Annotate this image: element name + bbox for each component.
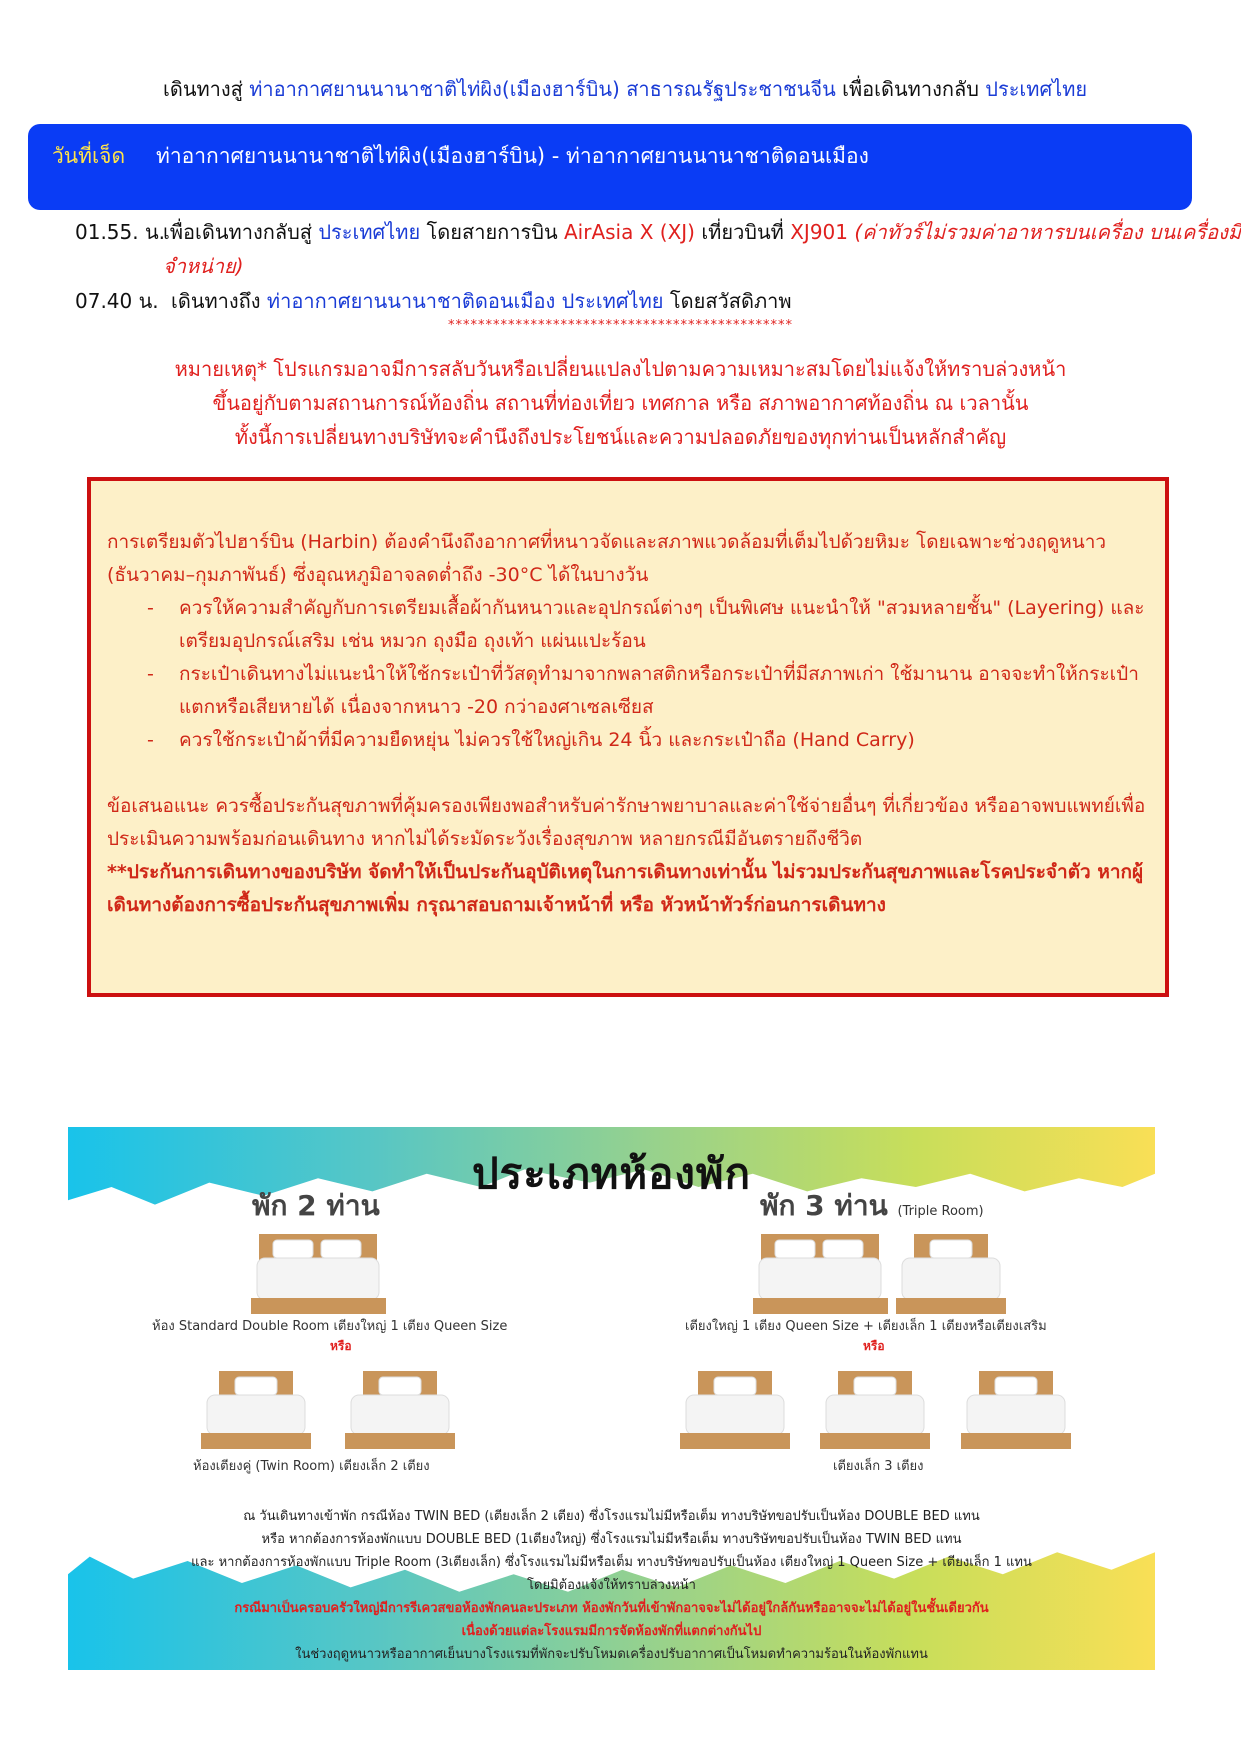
schedule-text: โดยสายการบิน [420, 220, 564, 244]
program-note [0, 352, 1241, 454]
twin-bed-icon [345, 1367, 455, 1453]
advice-intro: การเตรียมตัวไปฮาร์บิน (Harbin) ต้องคำนึงถึงอากาศที่หนาวจัดและสภาพแวดล้อมที่เต็มไปด้วยหิมะ โดยเฉพาะช่วงฤดูหนาว (ธันวาคม–กุมภาพันธ์) ซึ่งอุณหภูมิอาจลดต่ำถึง -30°C ได้ในบางวัน [107, 531, 1107, 586]
meal-note: (ค่าทัวร์ไม่รวมค่าอาหารบนเครื่อง บนเครื่องมีจำหน่าย) [163, 220, 1241, 278]
double-bed-icon [753, 1230, 888, 1320]
single-bed-icon [680, 1367, 790, 1453]
star-divider: ********************************************** [448, 318, 793, 333]
room-types-banner [68, 1127, 1155, 1670]
room-policy-footer [68, 1505, 1155, 1666]
room-types-title: ประเภทห้องพัก [471, 1149, 752, 1198]
arrival-airport: ท่าอากาศยานนานาชาติดอนเมือง ประเทศไทย [266, 289, 664, 313]
advice-suggestion: ข้อเสนอแนะ ควรซื้อประกันสุขภาพที่คุ้มครองเพียงพอสำหรับค่ารักษาพยาบาลและค่าใช้จ่ายอื่นๆ ที่เกี่ยวข้อง หรืออาจพบแพทย์เพื่อประเมินความพร้อมก่อนเดินทาง หากไม่ได้ระมัดระวังเรื่องสุขภาพ หลายกรณีมีอันตรายถึงชีวิต [107, 795, 1146, 850]
schedule-text: เดินทางถึง [171, 289, 267, 313]
policy-line: และ หากต้องการห้องพักแบบ Triple Room (3เตียงเล็ก) ซึ่งโรงแรมไม่มีหรือเต็ม ทางบริษัทขอปรับเป็นห้อง เตียงใหญ่ 1 Queen Size + เตียงเล็ก 1 แทน [191, 1555, 1032, 1570]
note-line: หมายเหตุ* โปรแกรมอาจมีการสลับวันหรือเปลี่ยนแปลงไปตามความเหมาะสมโดยไม่แจ้งให้ทราบล่วงหน้า [174, 357, 1067, 381]
single-bed-icon [961, 1367, 1071, 1453]
bullet-dash: - [147, 663, 154, 685]
triple-option1-caption: เตียงใหญ่ 1 เตียง Queen Size + เตียงเล็ก 1 เตียงหรือเตียงเสริม [685, 1319, 1047, 1334]
note-line: ทั้งนี้การเปลี่ยนทางบริษัทจะคำนึงถึงประโยชน์และความปลอดภัยของทุกท่านเป็นหลักสำคัญ [234, 425, 1007, 449]
bullet-text: กระเป๋าเดินทางไม่แนะนำให้ใช้กระเป๋าที่วัสดุทำมาจากพลาสติกหรือกระเป๋าที่มีสภาพเก่า ใช้มานาน อาจจะทำให้กระเป๋าแตกหรือเสียหายได้ เนื่องจากหนาว -20 กว่าองศาเซลเซียส [179, 663, 1139, 718]
airline-name: AirAsia X (XJ) [563, 220, 695, 244]
day-label: วันที่เจ็ด [52, 144, 126, 168]
schedule-text: โดยสวัสดิภาพ [663, 289, 792, 313]
bullet-text: ควรใช้กระเป๋าผ้าที่มีความยืดหยุ่น ไม่ควรใช้ใหญ่เกิน 24 นิ้ว และกระเป๋าถือ (Hand Carry) [179, 729, 915, 751]
schedule-text: เที่ยวบินที่ [694, 220, 791, 244]
policy-line: ณ วันเดินทางเข้าพัก กรณีห้อง TWIN BED (เตียงเล็ก 2 เตียง) ซึ่งโรงแรมไม่มีหรือเต็ม ทางบริษัทขอปรับเป็นห้อง DOUBLE BED แทน [243, 1509, 980, 1524]
single-bed-icon [820, 1367, 930, 1453]
bullet-text: ควรให้ความสำคัญกับการเตรียมเสื้อผ้ากันหนาวและอุปกรณ์ต่างๆ เป็นพิเศษ แนะนำให้ "สวมหลายชั้น" (Layering) และเตรียมอุปกรณ์เสริม เช่น หมวก ถุงมือ ถุงเท้า แผ่นแปะร้อน [179, 597, 1145, 652]
policy-line: ในช่วงฤดูหนาวหรืออากาศเย็นบางโรงแรมที่พักจะปรับโหมดเครื่องปรับอากาศเป็นโหมดทำความร้อนในห้องพักแทน [295, 1647, 928, 1662]
double-room-caption: ห้อง Standard Double Room เตียงใหญ่ 1 เตียง Queen Size [152, 1319, 508, 1334]
departure-airport: ท่าอากาศยานนานาชาติไท่ผิง(เมืองฮาร์บิน) สาธารณรัฐประชาชนจีน [249, 77, 836, 101]
triple-room-label: (Triple Room) [897, 1204, 984, 1219]
bullet-dash: - [147, 597, 154, 619]
schedule-item-arrival [75, 284, 1175, 318]
policy-line: หรือ หากต้องการห้องพักแบบ DOUBLE BED (1เตียงใหญ่) ซึ่งโรงแรมไม่มีหรือเต็ม ทางบริษัทขอปรับเป็นห้อง TWIN BED แทน [261, 1532, 962, 1547]
triple-option2-caption: เตียงเล็ก 3 เตียง [833, 1459, 924, 1474]
policy-line-red: กรณีมาเป็นครอบครัวใหญ่มีการรีเควสขอห้องพักคนละประเภท ห้องพักวันที่เข้าพักอาจจะไม่ได้อยู่ใกล้กันหรืออาจจะไม่ได้อยู่ในชั้นเดียวกัน [234, 1601, 989, 1616]
schedule-text: เพื่อเดินทางกลับสู่ [163, 220, 319, 244]
schedule-desc [163, 215, 1241, 283]
insurance-note: **ประกันการเดินทางของบริษัท จัดทำให้เป็นประกันอุบัติเหตุในการเดินทางเท่านั้น ไม่รวมประกันสุขภาพและโรคประจำตัว หากผู้เดินทางต้องการซื้อประกันสุขภาพเพิ่ม กรุณาสอบถามเจ้าหน้าที่ หรือ หัวหน้าทัวร์ก่อนการเดินทาง [107, 861, 1144, 916]
two-person-heading: พัก 2 ท่าน [252, 1189, 380, 1222]
single-bed-icon [896, 1230, 1006, 1320]
or-label: หรือ [330, 1339, 352, 1353]
day-route: ท่าอากาศยานนานาชาติไท่ผิง(เมืองฮาร์บิน) - ท่าอากาศยานนานาชาติดอนเมือง [156, 144, 869, 168]
departure-prefix: เดินทางสู่ [163, 77, 250, 101]
flight-number: XJ901 [790, 220, 848, 244]
double-bed-icon [251, 1230, 386, 1320]
schedule-item-departure [75, 215, 1241, 281]
schedule-desc [171, 284, 1241, 318]
or-label: หรือ [863, 1339, 885, 1353]
departure-mid: เพื่อเดินทางกลับ [835, 77, 986, 101]
departure-line [163, 74, 1163, 104]
bullet-dash: - [147, 729, 154, 751]
twin-bed-icon [201, 1367, 311, 1453]
schedule-time: 01.55. น. [75, 220, 165, 244]
day-seven-header [28, 124, 1192, 210]
note-line: ขึ้นอยู่กับตามสถานการณ์ท้องถิ่น สถานที่ท่องเที่ยว เทศกาล หรือ สภาพอากาศท้องถิ่น ณ เวลานั้น [212, 391, 1029, 415]
policy-line-red: เนื่องด้วยแต่ละโรงแรมมีการจัดห้องพักที่แตกต่างกันไป [461, 1624, 762, 1639]
departure-country: ประเทศไทย [985, 77, 1088, 101]
schedule-time: 07.40 น. [75, 289, 159, 313]
schedule-country: ประเทศไทย [318, 220, 421, 244]
three-person-label: พัก 3 ท่าน [760, 1189, 888, 1222]
harbin-advice-box [87, 477, 1169, 997]
three-person-heading [760, 1184, 984, 1228]
policy-line: โดยมิต้องแจ้งให้ทราบล่วงหน้า [527, 1578, 696, 1593]
twin-room-caption: ห้องเตียงคู่ (Twin Room) เตียงเล็ก 2 เตียง [193, 1459, 430, 1474]
